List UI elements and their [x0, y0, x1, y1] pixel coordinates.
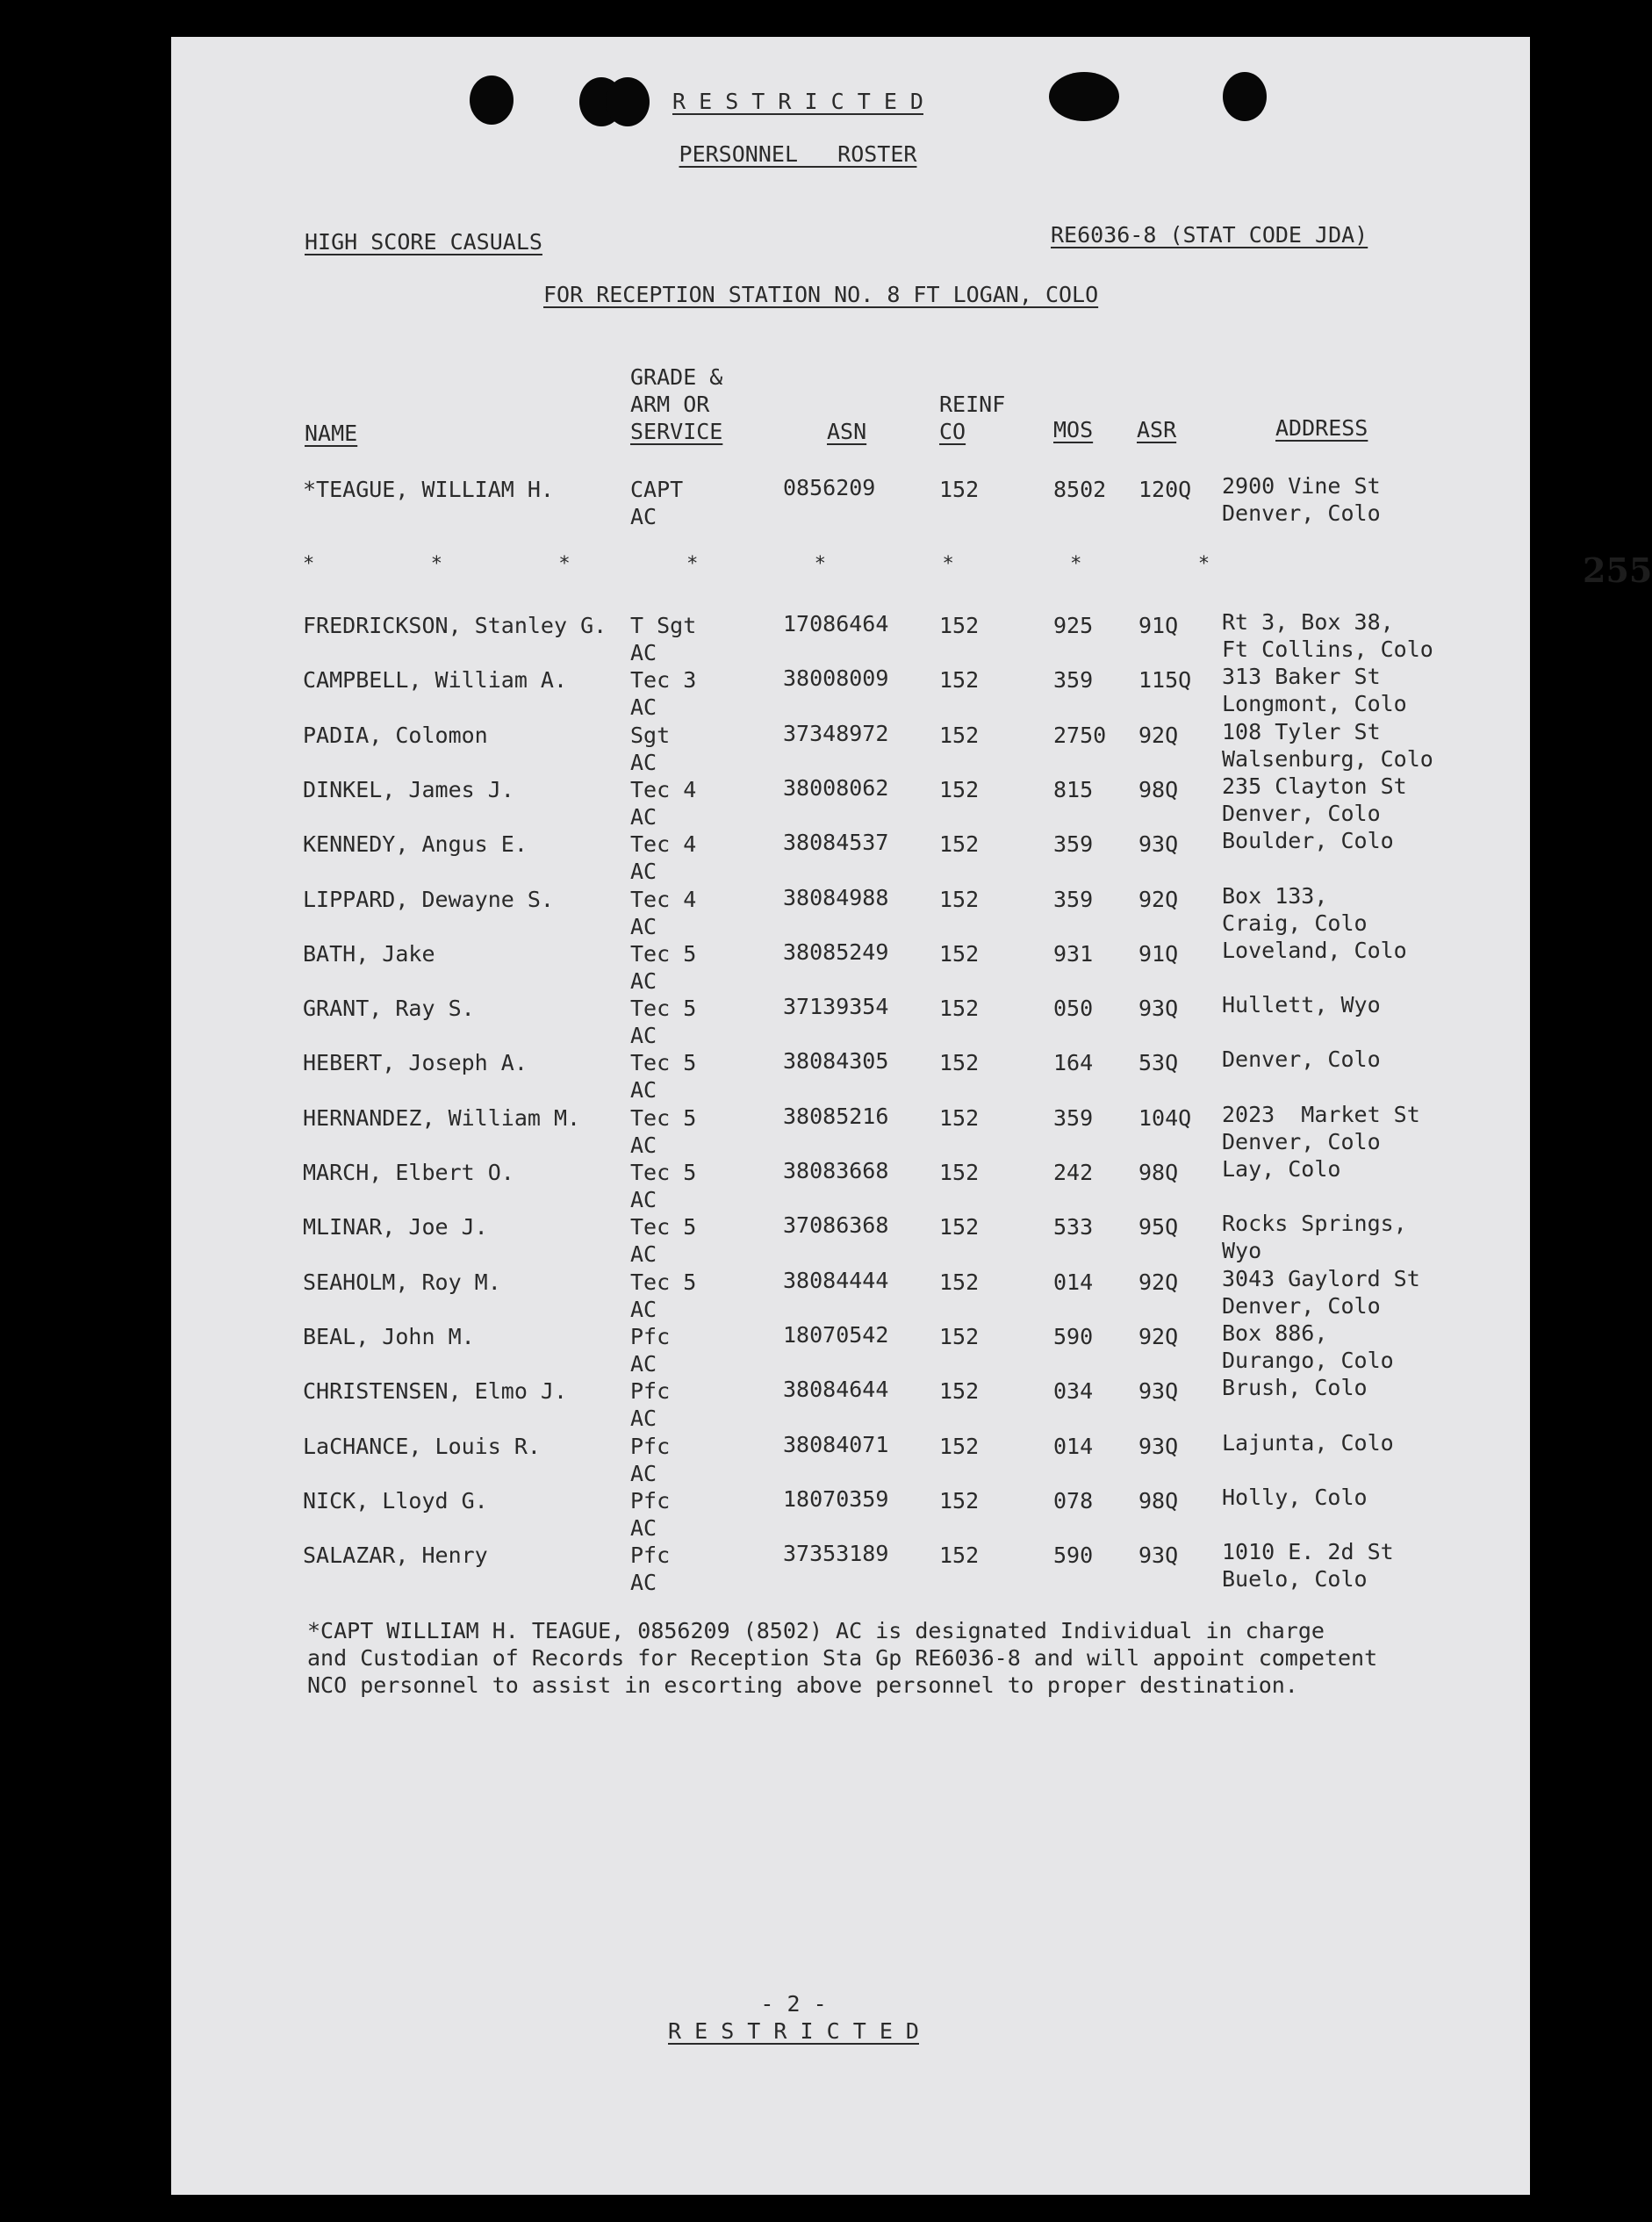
cell-mos: 014 [1053, 1433, 1094, 1459]
cell-asr: 93Q [1138, 1542, 1179, 1569]
cell-mos: 359 [1053, 1104, 1094, 1131]
cell-asr: 53Q [1138, 1050, 1179, 1076]
cell-reinf: 152 [939, 1104, 980, 1131]
cell-name: DINKEL, James J. [303, 776, 514, 802]
cell-arm: AC [630, 1406, 657, 1432]
officer-name: *TEAGUE, WILLIAM H. [303, 477, 554, 502]
cell-grade: Tec 3 [630, 667, 697, 694]
cell-mos: 931 [1053, 940, 1094, 967]
cell-reinf: 152 [939, 1269, 980, 1295]
table-row [171, 1156, 1530, 1213]
cell-asn: 37086368 [783, 1212, 889, 1239]
roster-table [171, 37, 1530, 2195]
cell-address1: Holly, Colo [1222, 1484, 1368, 1510]
cell-name: NICK, Lloyd G. [303, 1487, 488, 1514]
col-header-address: ADDRESS [1275, 415, 1368, 441]
cell-asr: 91Q [1138, 613, 1179, 638]
cell-mos: 078 [1053, 1487, 1094, 1514]
cell-arm: AC [630, 1187, 657, 1212]
cell-mos: 590 [1053, 1542, 1094, 1569]
cell-mos: 034 [1053, 1378, 1094, 1405]
cell-grade: Pfc [630, 1542, 671, 1569]
cell-reinf: 152 [939, 1378, 980, 1405]
cell-name: BATH, Jake [303, 940, 435, 967]
cell-asn: 38085216 [783, 1103, 889, 1129]
col-header-asn: ASN [827, 419, 867, 444]
table-row [171, 1429, 1530, 1487]
col-header-reinf-1: REINF [939, 392, 1006, 417]
footnote-line-2: and Custodian of Records for Reception Sta Gp RE6036-8 and will appoint competent [307, 1645, 1378, 1671]
cell-address1: 2023 Market St [1222, 1101, 1420, 1127]
cell-reinf: 152 [939, 613, 980, 638]
cell-asr: 93Q [1138, 996, 1179, 1022]
cell-address1: 3043 Gaylord St [1222, 1265, 1420, 1291]
cell-address2: Denver, Colo [1222, 1292, 1381, 1319]
cell-asn: 38008009 [783, 665, 889, 692]
col-header-grade-3: SERVICE [630, 419, 723, 444]
cell-arm: AC [630, 640, 657, 665]
cell-address2: Durango, Colo [1222, 1347, 1394, 1373]
cell-grade: Tec 4 [630, 831, 697, 858]
cell-arm: AC [630, 1460, 657, 1486]
cell-name: FREDRICKSON, Stanley G. [303, 613, 607, 638]
table-row [171, 1377, 1530, 1432]
officer-arm: AC [630, 504, 657, 529]
officer-reinf: 152 [939, 477, 980, 502]
cell-asn: 38084305 [783, 1048, 889, 1075]
col-header-mos: MOS [1053, 417, 1094, 442]
cell-address1: 108 Tyler St [1222, 718, 1381, 744]
cell-address2: Buelo, Colo [1222, 1566, 1368, 1593]
cell-name: CHRISTENSEN, Elmo J. [303, 1378, 568, 1405]
cell-reinf: 152 [939, 1433, 980, 1459]
cell-arm: AC [630, 1077, 657, 1104]
cell-arm: AC [630, 1514, 657, 1541]
cell-reinf: 152 [939, 1487, 980, 1514]
cell-arm: AC [630, 1132, 657, 1158]
table-row [171, 1213, 1530, 1268]
cell-asn: 38008062 [783, 774, 889, 801]
cell-arm: AC [630, 1350, 657, 1377]
cell-grade: Tec 5 [630, 1104, 697, 1131]
cell-mos: 164 [1053, 1050, 1094, 1076]
cell-address1: Loveland, Colo [1222, 937, 1407, 963]
cell-name: MARCH, Elbert O. [303, 1160, 514, 1185]
cell-arm: AC [630, 749, 657, 775]
officer-grade: CAPT [630, 477, 684, 502]
cell-arm: AC [630, 1241, 657, 1268]
cell-reinf: 152 [939, 722, 980, 748]
officer-address-2: Denver, Colo [1222, 500, 1381, 526]
cell-name: LaCHANCE, Louis R. [303, 1433, 541, 1459]
cell-address2: Wyo [1222, 1238, 1262, 1264]
cell-grade: Tec 4 [630, 886, 697, 912]
cell-reinf: 152 [939, 1214, 980, 1240]
cell-asn: 38084988 [783, 884, 889, 910]
table-row [171, 1320, 1530, 1377]
cell-mos: 050 [1053, 996, 1094, 1022]
classification-footer: R E S T R I C T E D [668, 2018, 919, 2044]
cell-grade: Tec 4 [630, 776, 697, 802]
cell-address1: Rocks Springs, [1222, 1211, 1407, 1237]
cell-grade: Sgt [630, 722, 671, 748]
cell-name: SALAZAR, Henry [303, 1542, 488, 1569]
cell-address1: Lajunta, Colo [1222, 1429, 1394, 1456]
cell-reinf: 152 [939, 1542, 980, 1569]
cell-mos: 242 [1053, 1160, 1094, 1185]
cell-asn: 18070359 [783, 1485, 889, 1512]
cell-arm: AC [630, 859, 657, 885]
cell-asr: 92Q [1138, 1323, 1179, 1349]
cell-name: SEAHOLM, Roy M. [303, 1269, 501, 1295]
cell-address1: 313 Baker St [1222, 664, 1381, 690]
cell-name: BEAL, John M. [303, 1323, 475, 1349]
cell-name: GRANT, Ray S. [303, 996, 475, 1022]
cell-address1: Hullett, Wyo [1222, 992, 1381, 1018]
cell-asr: 92Q [1138, 722, 1179, 748]
cell-grade: T Sgt [630, 613, 697, 638]
cell-grade: Tec 5 [630, 1269, 697, 1295]
cell-reinf: 152 [939, 996, 980, 1022]
officer-mos: 8502 [1053, 477, 1107, 502]
cell-reinf: 152 [939, 1050, 980, 1076]
cell-asn: 18070542 [783, 1321, 889, 1348]
cell-asr: 98Q [1138, 776, 1179, 802]
footnote-line-3: NCO personnel to assist in escorting above personnel to proper destination. [307, 1672, 1298, 1698]
officer-asn: 0856209 [783, 475, 876, 500]
footnote-line-1: *CAPT WILLIAM H. TEAGUE, 0856209 (8502) AC is designated Individual in charge [307, 1618, 1325, 1643]
table-row [171, 1265, 1530, 1323]
cell-asn: 37139354 [783, 994, 889, 1020]
cell-address2: Craig, Colo [1222, 910, 1368, 936]
cell-asr: 98Q [1138, 1487, 1179, 1514]
cell-grade: Tec 5 [630, 940, 697, 967]
cell-reinf: 152 [939, 1323, 980, 1349]
cell-address2: Longmont, Colo [1222, 691, 1407, 717]
cell-address1: Brush, Colo [1222, 1375, 1368, 1401]
cell-mos: 359 [1053, 667, 1094, 694]
cell-address1: Boulder, Colo [1222, 828, 1394, 854]
cell-asn: 37348972 [783, 720, 889, 746]
table-row [171, 1484, 1530, 1542]
cell-address1: 235 Clayton St [1222, 773, 1407, 799]
cell-grade: Tec 5 [630, 1050, 697, 1076]
page-number: - 2 - [760, 1991, 827, 2017]
cell-name: HERNANDEZ, William M. [303, 1104, 581, 1131]
cell-address2: Denver, Colo [1222, 800, 1381, 826]
cell-reinf: 152 [939, 940, 980, 967]
cell-asn: 38084537 [783, 830, 889, 856]
cell-address1: Denver, Colo [1222, 1046, 1381, 1073]
cell-name: PADIA, Colomon [303, 722, 488, 748]
cell-reinf: 152 [939, 667, 980, 694]
cell-grade: Pfc [630, 1487, 671, 1514]
cell-asn: 38084071 [783, 1431, 889, 1457]
cell-asr: 92Q [1138, 1269, 1179, 1295]
col-header-reinf-2: CO [939, 419, 966, 444]
table-row [171, 937, 1530, 995]
classification-header: R E S T R I C T E D [672, 89, 923, 114]
officer-asr: 120Q [1138, 477, 1192, 502]
table-row [171, 718, 1530, 776]
cell-arm: AC [630, 803, 657, 830]
table-row [171, 992, 1530, 1049]
cell-name: KENNEDY, Angus E. [303, 831, 528, 858]
cell-arm: AC [630, 913, 657, 939]
cell-asr: 115Q [1138, 667, 1192, 694]
cell-name: HEBERT, Joseph A. [303, 1050, 528, 1076]
cell-grade: Pfc [630, 1378, 671, 1405]
cell-asr: 104Q [1138, 1104, 1192, 1131]
cell-reinf: 152 [939, 831, 980, 858]
roster-group-title: HIGH SCORE CASUALS [305, 229, 542, 255]
cell-grade: Pfc [630, 1433, 671, 1459]
cell-asr: 93Q [1138, 831, 1179, 858]
col-header-grade-1: GRADE & [630, 364, 723, 390]
table-row [171, 1101, 1530, 1159]
cell-reinf: 152 [939, 776, 980, 802]
cell-arm: AC [630, 967, 657, 994]
cell-mos: 014 [1053, 1269, 1094, 1295]
cell-asr: 95Q [1138, 1214, 1179, 1240]
cell-asn: 38083668 [783, 1158, 889, 1183]
cell-asr: 93Q [1138, 1433, 1179, 1459]
cell-mos: 590 [1053, 1323, 1094, 1349]
table-row [171, 1539, 1530, 1596]
cell-asr: 93Q [1138, 1378, 1179, 1405]
cell-address2: Denver, Colo [1222, 1128, 1381, 1154]
cell-address1: Rt 3, Box 38, [1222, 609, 1394, 635]
cell-mos: 533 [1053, 1214, 1094, 1240]
col-header-name: NAME [305, 421, 358, 446]
cell-asn: 17086464 [783, 611, 889, 636]
cell-address1: Box 133, [1222, 882, 1328, 909]
cell-grade: Pfc [630, 1323, 671, 1349]
cell-address2: Ft Collins, Colo [1222, 636, 1433, 662]
table-row [171, 882, 1530, 940]
stat-code: RE6036-8 (STAT CODE JDA) [1051, 222, 1368, 248]
cell-asr: 92Q [1138, 886, 1179, 912]
cell-address1: Lay, Colo [1222, 1156, 1341, 1182]
cell-mos: 359 [1053, 886, 1094, 912]
document-title: PERSONNEL ROSTER [679, 141, 917, 167]
cell-name: CAMPBELL, William A. [303, 667, 568, 694]
cell-name: LIPPARD, Dewayne S. [303, 886, 554, 912]
roster-page [171, 37, 1652, 2195]
cell-name: MLINAR, Joe J. [303, 1214, 488, 1240]
cell-address2: Walsenburg, Colo [1222, 745, 1433, 772]
cell-arm: AC [630, 694, 657, 721]
col-header-asr: ASR [1137, 417, 1177, 442]
page-stamp-number: 255 [1583, 550, 1652, 590]
table-row [171, 773, 1530, 831]
cell-arm: AC [630, 1023, 657, 1049]
cell-asn: 38084644 [783, 1377, 889, 1403]
table-row [171, 1046, 1530, 1104]
cell-asn: 37353189 [783, 1541, 889, 1567]
cell-grade: Tec 5 [630, 996, 697, 1022]
col-header-grade-2: ARM OR [630, 392, 710, 417]
cell-mos: 925 [1053, 613, 1094, 638]
cell-grade: Tec 5 [630, 1214, 697, 1240]
table-row [171, 666, 1530, 721]
cell-arm: AC [630, 1296, 657, 1322]
officer-address-1: 2900 Vine St [1222, 473, 1381, 499]
cell-asr: 98Q [1138, 1160, 1179, 1185]
cell-asn: 38085249 [783, 938, 889, 965]
table-row [171, 609, 1530, 666]
cell-mos: 815 [1053, 776, 1094, 802]
destination-title: FOR RECEPTION STATION NO. 8 FT LOGAN, COLO [543, 282, 1099, 307]
cell-address1: 1010 E. 2d St [1222, 1539, 1394, 1565]
cell-asn: 38084444 [783, 1267, 889, 1293]
cell-arm: AC [630, 1570, 657, 1596]
table-row [171, 828, 1530, 885]
separator-asterisks: * * * * * * * * [303, 553, 1210, 575]
cell-address1: Box 886, [1222, 1320, 1328, 1346]
cell-grade: Tec 5 [630, 1160, 697, 1185]
cell-mos: 2750 [1053, 722, 1107, 748]
cell-reinf: 152 [939, 886, 980, 912]
cell-mos: 359 [1053, 831, 1094, 858]
cell-reinf: 152 [939, 1160, 980, 1185]
cell-asr: 91Q [1138, 940, 1179, 967]
